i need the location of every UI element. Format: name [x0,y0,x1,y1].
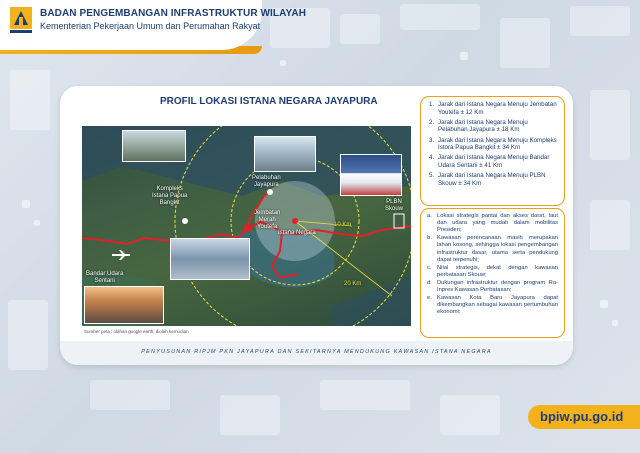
map-label-jembatan: Jembatan Merah Youtefa [254,210,281,230]
map-label-kompleks: Kompleks Istana Papua Bangkit [152,186,188,206]
map-source-note: Sumber peta : olahan google earth, diolah kemudian [84,329,189,334]
photo-jembatan [170,238,250,280]
point-item-letter: c. [427,264,432,271]
point-item-text: Dukungan infrastruktur dengan program Ra-Inpres Kawasan Perbatasan; [437,279,558,293]
distance-item-text: Jarak dari Istana Negara Menuju PLBN Skouw ± 34 Km [438,172,546,187]
distance-item-number: 3. [429,136,435,144]
url-badge[interactable] [528,405,640,429]
slide-title: PROFIL LOKASI ISTANA NEGARA JAYAPURA [160,96,378,107]
distance-list [421,97,564,187]
point-item-letter: d. [427,279,432,286]
org-title: BADAN PENGEMBANGAN INFRASTRUKTUR WILAYAH [40,8,307,19]
header [0,0,307,50]
org-subtitle: Kementerian Pekerjaan Umum dan Perumahan Rakyat [40,21,261,31]
point-item [427,295,558,317]
photo-istana [340,154,402,196]
distance-item-number: 1. [429,101,435,108]
map-label-bandara: Bandar Udara Sentani [86,271,124,284]
point-item-letter: b. [427,235,432,242]
map-label-istana: Istana Negara [278,230,316,236]
distance-item-text: Jarak dari Istana Negara Menuju Pelabuhan Jayapura ± 18 Km [438,118,528,134]
map-label-pelabuhan: Pelabuhan Jayapura [252,175,281,188]
distance-item [429,119,558,134]
points-box [420,208,565,338]
map-label-plbn: PLBN Skouw [385,199,404,212]
distance-item-text: Jarak dari Istana Negara Menuju Jembatan Youtefa ± 12 Km [438,101,557,116]
slide-footer [60,341,573,365]
point-item-letter: e. [427,294,432,301]
ministry-logo [8,5,34,35]
point-item-text: Kawasan perencanaan masih merupakan lahan kosong, sehingga lokasi pengembangan infrastruktur dasar, utama serta pendukung dapat terpenuhi; [437,235,558,263]
distance-item-text: Jarak dari Istana Negara Menuju Bandar Udara Sentani ± 41 Km [438,154,550,169]
point-item-text: Nilai strategis, dekat dengan kawasan perbatasan Skouw; [437,264,558,278]
point-item-text: Kawasan Kota Baru Jayapura dapat dikembangkan sebagai kawasan pertumbuhan ekonomi; [437,294,558,316]
point-item-letter: a. [427,213,432,219]
distance-item [429,137,558,152]
distance-item [429,101,558,116]
point-item-text: Lokasi strategis pantai dan akses darat, laut dan udara yang mudah dalam mobilitas Presiden; [437,213,558,234]
point-item [427,265,558,279]
point-item [427,235,558,264]
photo-pelabuhan [254,136,316,172]
location-map [82,126,411,326]
point-item [427,213,558,235]
website-url[interactable]: bpiw.pu.go.id [540,409,624,424]
distance-item-text: Jarak dari Istana Negara Menuju Kompleks Istora Papua Bangkit ± 34 Km [438,136,557,152]
map-label-20km: 20 Km [344,281,362,287]
distance-item-number: 4. [429,154,435,162]
photo-kompleks [122,130,186,162]
point-item [427,280,558,294]
distance-box [420,96,565,206]
points-list [421,209,564,316]
photo-bandara [84,286,164,324]
distance-item-number: 5. [429,172,435,180]
distance-item [429,172,558,187]
slide-footer-text: PENYUSUNAN RIPJM PKN JAYAPURA DAN SEKITARNYA MENDUKUNG KAWASAN ISTANA NEGARA [141,349,492,355]
distance-item [429,154,558,169]
distance-item-number: 2. [429,118,435,126]
slide-card [60,86,573,365]
map-label-10km: 10 Km [334,222,352,228]
